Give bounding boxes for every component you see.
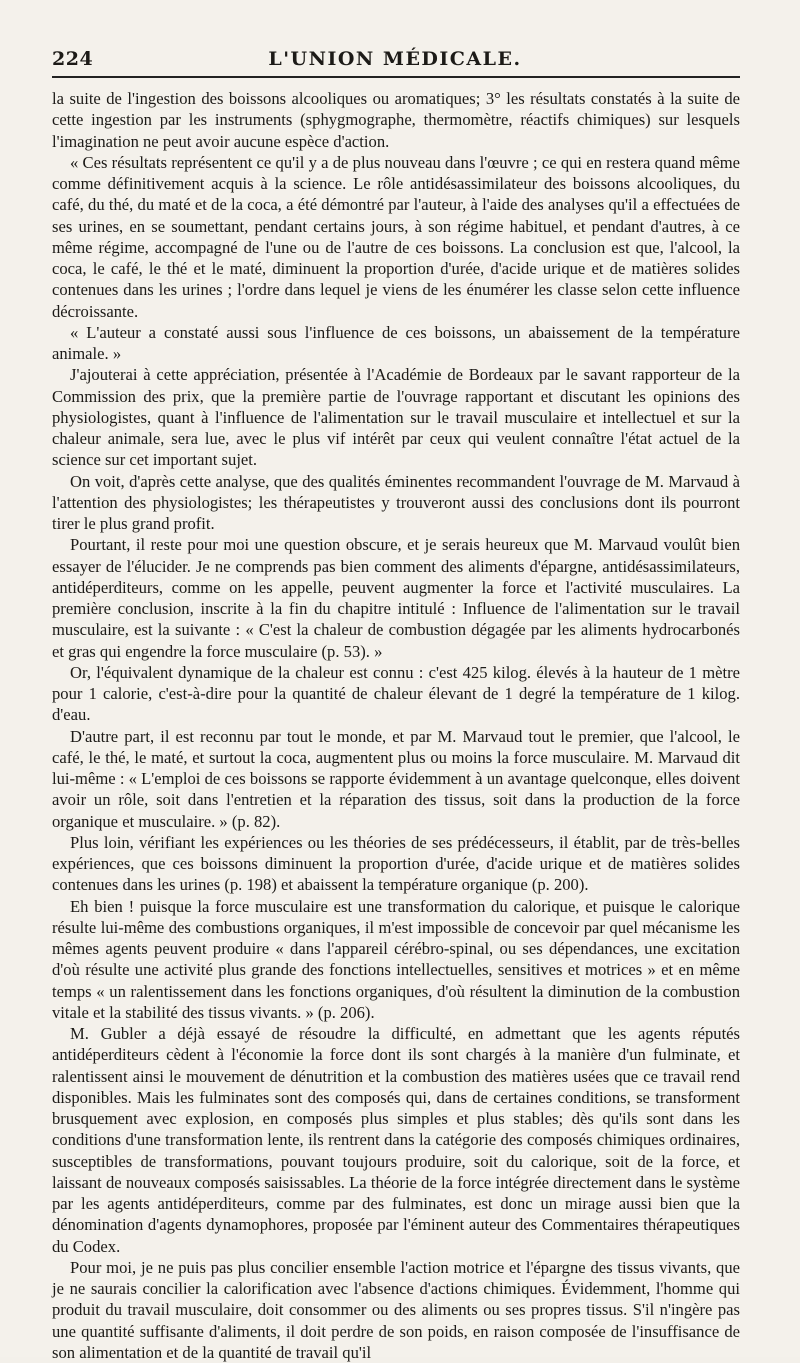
- paragraph-10: Eh bien ! puisque la force musculaire est une transformation du calorique, et puisque le calorique résulte lui-même des combustions organiques, il m'est impossible de concevoir par quel mécanisme les mêmes agents peuvent produire « dans l'appareil cérébro-spinal, ou ses dépendances, une excitation d'où résulte une activité plus grande des fonctions intellectuelles, sensitives et motrices » et en même temps « un ralentissement dans les fonctions organiques, d'où résultent la diminution de la combustion vitale et la stabilité des tissus vivants. » (p. 206).: [52, 896, 740, 1022]
- journal-title: L'UNION MÉDICALE.: [268, 48, 522, 70]
- paragraph-3: « L'auteur a constaté aussi sous l'influence de ces boissons, un abaissement de la température animale. »: [52, 322, 740, 363]
- paragraph-1: la suite de l'ingestion des boissons alcooliques ou aromatiques; 3° les résultats constatés à la suite de cette ingestion par les instruments (sphygmographe, thermomètre, réactifs chimiques) sur lesquels l'imagination ne peut avoir aucune espèce d'action.: [52, 89, 740, 151]
- paragraph-6: Pourtant, il reste pour moi une question obscure, et je serais heureux que M. Marvaud voulût bien essayer de l'élucider. Je ne comprends pas bien comment des aliments d'épargne, antidésassimilateurs, antidéperditeurs, comme on les appelle, peuvent augmenter la force et l'activité musculaires. La première conclusion, inscrite à la fin du chapitre intitulé : Influence de l'alimentation sur le travail musculaire, est la suivante : « C'est la chaleur de combustion dégagée par les aliments hydrocarbonés et gras qui engendre la force musculaire (p. 53). »: [52, 535, 740, 661]
- paragraph-7: Or, l'équivalent dynamique de la chaleur est connu : c'est 425 kilog. élevés à la hauteur de 1 mètre pour 1 calorie, c'est-à-dire pour la quantité de chaleur élevant de 1 degré la température de 1 kilog. d'eau.: [52, 662, 740, 725]
- paragraph-11: M. Gubler a déjà essayé de résoudre la difficulté, en admettant que les agents réputés antidéperditeurs cèdent à l'économie la force dont ils sont chargés à la manière d'un fulminate, et ralentissent ainsi le mouvement de dénutrition et la combustion des matières usées que ce travail rend disponibles. Mais les fulminates sont des composés qui, dans de certaines conditions, se transforment brusquement avec explosion, en composés plus simples et plus stables; dès qu'ils sont dans les conditions d'une transformation lente, ils rentrent dans la catégorie des composés chimiques ordinaires, susceptibles de transformations, pouvant toujours produire, soit du calorique, soit de la force, et laissant de nouveaux composés saisissables. La théorie de la force intégrée directement dans le système par les agents antidéperditeurs, comme par des fulminates, est donc un mirage aussi bien que la dénomination d'agents dynamophores, proposée par l'éminent auteur des Commentaires thérapeutiques du Codex.: [52, 1024, 740, 1256]
- header-rule: [52, 76, 740, 78]
- paragraph-8: D'autre part, il est reconnu par tout le monde, et par M. Marvaud tout le premier, que l'alcool, le café, le thé, le maté, et surtout la coca, augmentent plus ou moins la force musculaire. M. Marvaud dit lui-même : « L'emploi de ces boissons se rapporte évidemment à un avantage quelconque, elles doivent avoir un rôle, soit dans l'entretien et la réparation des tissus, soit dans la production de la force organique et musculaire. » (p. 82).: [52, 726, 740, 831]
- running-head: [52, 48, 738, 74]
- body-text: [52, 88, 740, 1363]
- paragraph-12: Pour moi, je ne puis pas plus concilier ensemble l'action motrice et l'épargne des tissus vivants, que je ne saurais concilier la calorification avec l'absence d'actions chimiques. Évidemment, l'homme qui produit du travail musculaire, doit consommer ou des aliments ou ses propres tissus. S'il n'ingère pas une quantité suffisante d'aliments, il doit perdre de son poids, en raison composée de l'insuffisance de son alimentation et de la quantité de travail qu'il: [52, 1257, 740, 1362]
- page-number: 224: [52, 48, 94, 70]
- paragraph-9: Plus loin, vérifiant les expériences ou les théories de ses prédécesseurs, il établit, par de très-belles expériences, que ces boissons diminuent la proportion d'urée, d'acide urique et de matières solides contenues dans les urines (p. 198) et abaissent la température organique (p. 200).: [52, 832, 740, 895]
- paragraph-5: On voit, d'après cette analyse, que des qualités éminentes recommandent l'ouvrage de M. Marvaud à l'attention des physiologistes; les thérapeutistes y trouveront aussi des conclusions dont ils pourront tirer le plus grand profit.: [52, 471, 740, 533]
- paragraph-4: J'ajouterai à cette appréciation, présentée à l'Académie de Bordeaux par le savant rapporteur de la Commission des prix, que la première partie de l'ouvrage rapportant et discutant les opinions des physiologistes, quant à l'influence de l'alimentation sur le travail musculaire et intellectuel et sur la chaleur animale, sera lue, avec le plus vif intérêt par ceux qui veulent connaître l'état actuel de la science sur cet important sujet.: [52, 365, 740, 470]
- paragraph-2: « Ces résultats représentent ce qu'il y a de plus nouveau dans l'œuvre ; ce qui en restera quand même comme définitivement acquis à la science. Le rôle antidésassimilateur des boissons alcooliques, du café, du thé, du maté et de la coca, a été démontré par l'auteur, à l'aide des analyses qu'il a effectuées de ses urines, en se soumettant, pendant certains jours, à son régime habituel, et pendant d'autres, à ce même régime, accompagné de l'une ou de l'autre de ces boissons. La conclusion est que, l'alcool, la coca, le café, le thé et le maté, diminuent la proportion d'urée, d'acide urique et de matières solides contenues dans les urines ; l'ordre dans lequel je viens de les énumérer les classe selon cette influence décroissante.: [52, 152, 740, 321]
